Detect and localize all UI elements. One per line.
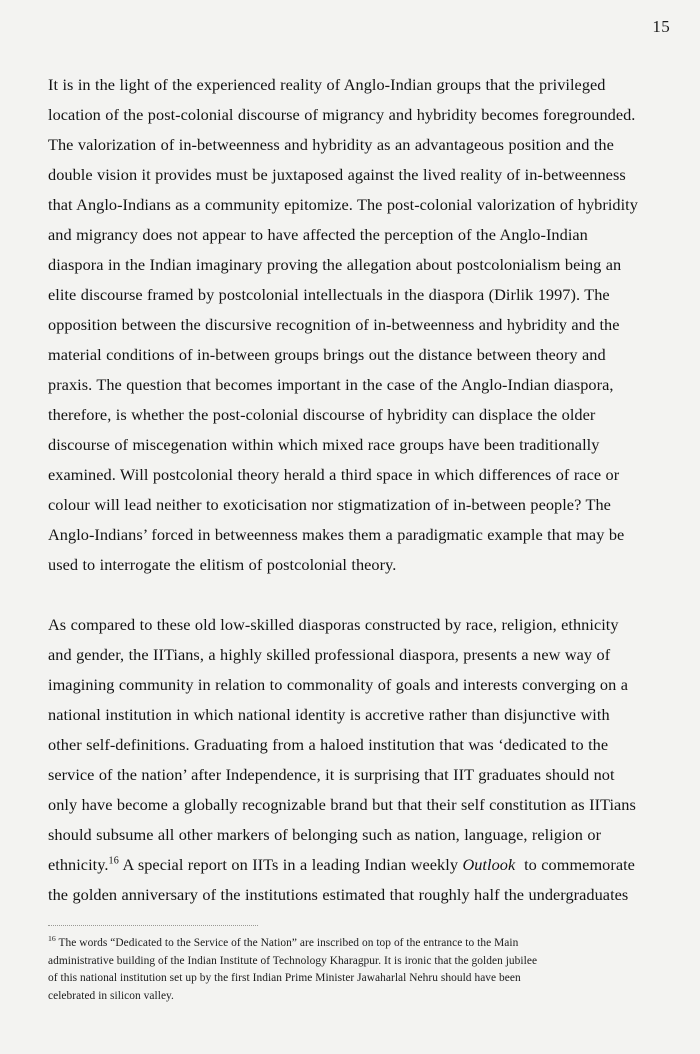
footnote-16 xyxy=(48,935,660,1005)
text-segment: to commemorate xyxy=(515,855,635,874)
text-line: opposition between the discursive recognition of in-betweenness and hybridity and the xyxy=(48,315,620,334)
text-line: diaspora in the Indian imaginary proving the allegation about postcolonialism being an xyxy=(48,255,622,274)
footnote-separator-rule xyxy=(48,925,258,926)
text-line: and gender, the IITians, a highly skilled professional diaspora, presents a new way of xyxy=(48,645,611,664)
text-line: material conditions of in-between groups brings out the distance between theory and xyxy=(48,345,606,364)
text-line: It is in the light of the experienced reality of Anglo-Indian groups that the privileged xyxy=(48,75,606,94)
text-line: imagining community in relation to commonality of goals and interests converging on a xyxy=(48,675,628,694)
footnote-area xyxy=(48,925,660,1005)
page-number: 15 xyxy=(652,17,670,36)
text-line: examined. Will postcolonial theory herald a third space in which differences of race or xyxy=(48,465,620,484)
text-line-with-footnote-ref xyxy=(48,850,676,880)
text-line: Anglo-Indians’ forced in betweenness makes them a paradigmatic example that may be xyxy=(48,525,625,544)
paragraph-2 xyxy=(48,610,676,910)
text-line: The valorization of in-betweenness and hybridity as an advantageous position and the xyxy=(48,135,614,154)
text-line: As compared to these old low-skilled diasporas constructed by race, religion, ethnicity xyxy=(48,615,619,634)
text-line: national institution in which national identity is accretive rather than disjunctive with xyxy=(48,705,610,724)
footnote-reference-marker[interactable]: 16 xyxy=(108,855,119,867)
text-segment: ethnicity. xyxy=(48,855,109,874)
text-line: location of the post-colonial discourse of migrancy and hybridity becomes foregrounded. xyxy=(48,105,636,124)
text-line: praxis. The question that becomes important in the case of the Anglo-Indian diaspora, xyxy=(48,375,614,394)
text-line: double vision it provides must be juxtaposed against the lived reality of in-betweenness xyxy=(48,165,626,184)
text-line: only have become a globally recognizable brand but that their self constitution as IITians xyxy=(48,795,636,814)
footnote-line: of this national institution set up by the first Indian Prime Minister Jawaharlal Nehru should have been xyxy=(48,972,521,985)
paragraph-1 xyxy=(48,70,676,580)
footnote-line: administrative building of the Indian Institute of Technology Kharagpur. It is ironic that the golden jubilee xyxy=(48,954,538,967)
italic-title-outlook: Outlook xyxy=(462,855,516,874)
text-line: discourse of miscegenation within which mixed race groups have been traditionally xyxy=(48,435,600,454)
footnote-line: celebrated in silicon valley. xyxy=(48,989,174,1002)
footnote-text-segment: The words “Dedicated to the Service of the Nation” are inscribed on top of the entrance to the Main xyxy=(55,937,519,949)
footnote-line xyxy=(48,935,660,953)
text-line: service of the nation’ after Independence, it is surprising that IIT graduates should not xyxy=(48,765,615,784)
body-text-block xyxy=(48,70,676,910)
text-line: that Anglo-Indians as a community epitomize. The post-colonial valorization of hybridity xyxy=(48,195,638,214)
text-line: used to interrogate the elitism of postcolonial theory. xyxy=(48,555,397,574)
text-line: and migrancy does not appear to have affected the perception of the Anglo-Indian xyxy=(48,225,588,244)
text-segment: A special report on IITs in a leading Indian weekly xyxy=(118,855,463,874)
text-line: colour will lead neither to exoticisation nor stigmatization of in-between people? The xyxy=(48,495,611,514)
footnote-number-marker[interactable]: 16 xyxy=(48,934,56,944)
text-line: the golden anniversary of the institutions estimated that roughly half the undergraduates xyxy=(48,885,629,904)
text-line: elite discourse framed by postcolonial intellectuals in the diaspora (Dirlik 1997). The xyxy=(48,285,610,304)
text-line: therefore, is whether the post-colonial discourse of hybridity can displace the older xyxy=(48,405,596,424)
text-line: other self-definitions. Graduating from a haloed institution that was ‘dedicated to the xyxy=(48,735,609,754)
text-line: should subsume all other markers of belonging such as nation, language, religion or xyxy=(48,825,602,844)
